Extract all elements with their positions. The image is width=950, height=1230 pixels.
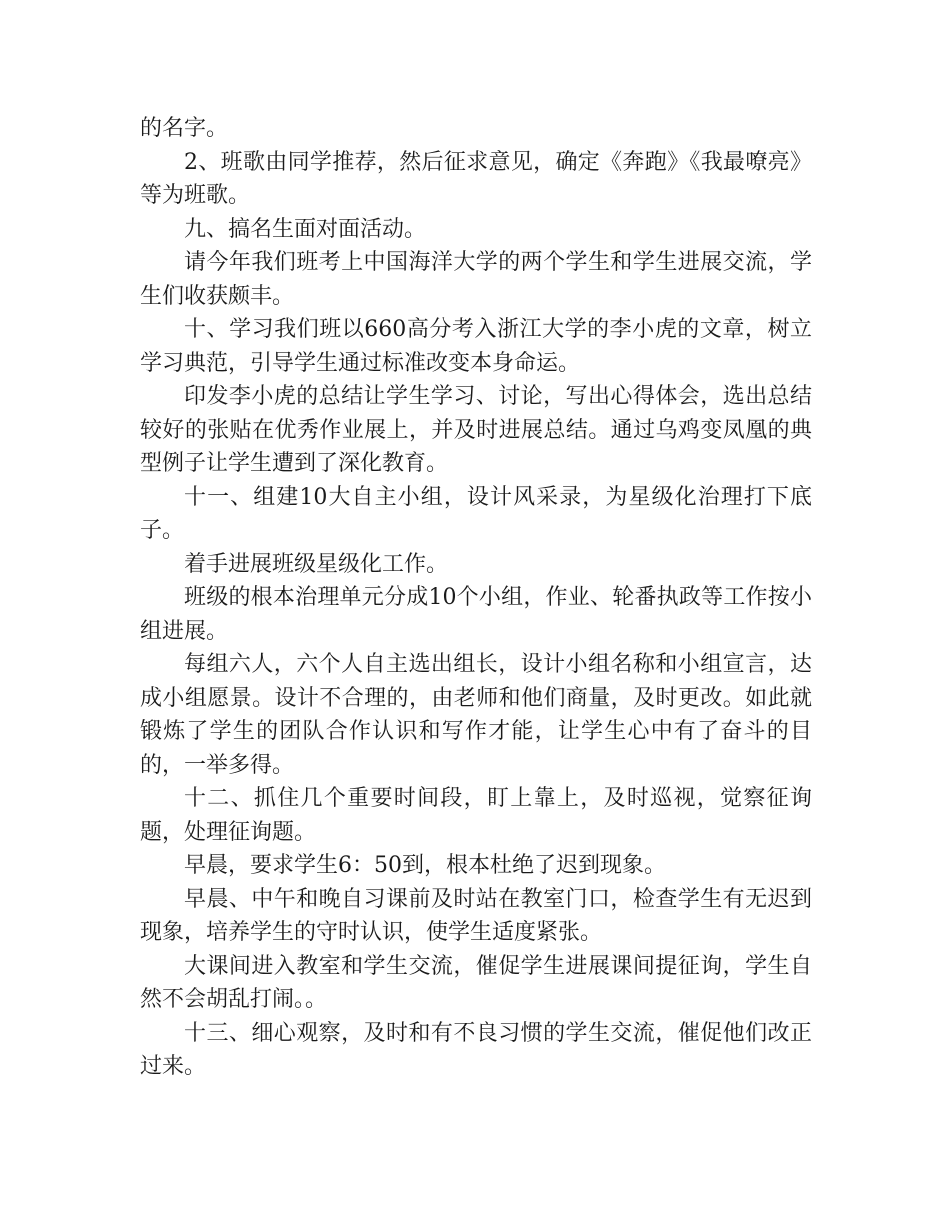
paragraph-heading-ten: 十、学习我们班以660高分考入浙江大学的李小虎的文章，树立学习典范，引导学生通过标准改变本身命运。: [140, 317, 812, 376]
document-body: [140, 112, 812, 1084]
paragraph-heading-eleven: 十一、组建10大自主小组，设计风采录，为星级化治理打下底子。: [140, 484, 812, 543]
paragraph-heading-thirteen: 十三、细心观察，及时和有不良习惯的学生交流，催促他们改正过来。: [140, 1020, 812, 1079]
paragraph: 早晨，要求学生6：50到，根本杜绝了迟到现象。: [184, 853, 666, 878]
paragraph: 着手进展班级星级化工作。: [184, 551, 449, 577]
paragraph: 每组六人，六个人自主选出组长，设计小组名称和小组宣言，达成小组愿景。设计不合理的，由老师和他们商量，及时更改。如此就锻炼了学生的团队合作认识和写作才能，让学生心中有了奋斗的目的，一举多得。: [140, 652, 812, 778]
paragraph-continuation: 的名字。: [140, 116, 229, 141]
paragraph: 班级的根本治理单元分成10个小组，作业、轮番执政等工作按小组进展。: [140, 585, 812, 644]
paragraph: 大课间进入教室和学生交流，催促学生进展课间提征询，学生自然不会胡乱打闹。。: [140, 953, 812, 1012]
paragraph-heading-twelve: 十二、抓住几个重要时间段，盯上靠上，及时巡视，觉察征询题，处理征询题。: [140, 786, 812, 845]
paragraph-class-song: 2、班歌由同学推荐，然后征求意见，确定《奔跑》《我最嘹亮》等为班歌。: [140, 149, 812, 208]
paragraph: 早晨、中午和晚自习课前及时站在教室门口，检查学生有无迟到现象，培养学生的守时认识，使学生适度紧张。: [140, 886, 812, 945]
paragraph-heading-nine: 九、搞名生面对面活动。: [184, 216, 427, 242]
paragraph: 印发李小虎的总结让学生学习、讨论，写出心得体会，选出总结较好的张贴在优秀作业展上，并及时进展总结。通过乌鸡变凤凰的典型例子让学生遭到了深化教育。: [140, 384, 812, 476]
paragraph: 请今年我们班考上中国海洋大学的两个学生和学生进展交流，学生们收获颇丰。: [140, 250, 812, 309]
